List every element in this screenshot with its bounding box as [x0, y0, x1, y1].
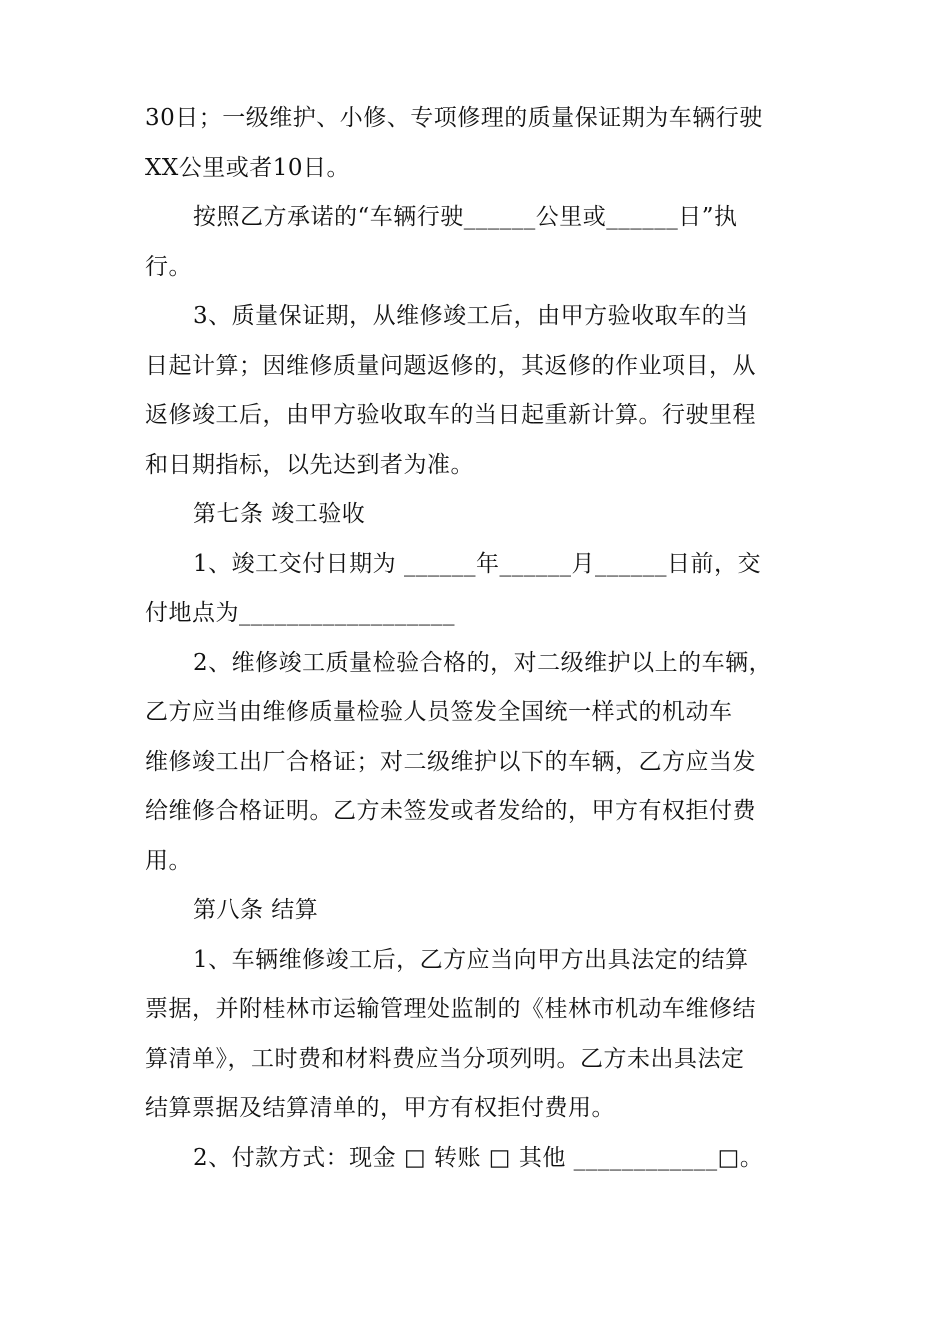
text-line-13: 乙方应当由维修质量检验人员签发全国统一样式的机动车	[145, 699, 733, 725]
text-line-20: 算清单》，工时费和材料费应当分项列明。乙方未出具法定	[145, 1045, 745, 1072]
text-line-18: 1、车辆维修竣工后，乙方应当向甲方出具法定的结算	[193, 946, 749, 973]
text-line-1: 30日；一级维护、小修、专项修理的质量保证期为车辆行驶	[145, 105, 763, 131]
text-line-12: 2、维修竣工质量检验合格的，对二级维护以上的车辆，	[193, 649, 773, 676]
text-line-10: 1、竣工交付日期为 ______年______月______日前，交	[193, 550, 761, 577]
payment-method-line: 2、付款方式：现金 □ 转账 □ 其他 ____________□。	[193, 1144, 764, 1171]
text-line-2: XX公里或者10日。	[145, 154, 351, 181]
text-line-19: 票据，并附桂林市运输管理处监制的《桂林市机动车维修结	[145, 996, 756, 1022]
document-body	[145, 94, 815, 1183]
text-line-4: 行。	[145, 253, 192, 280]
section-heading-8: 第八条 结算	[193, 897, 319, 923]
text-line-11: 付地点为__________________	[145, 600, 455, 626]
text-line-21: 结算票据及结算清单的，甲方有权拒付费用。	[145, 1095, 615, 1121]
text-line-14: 维修竣工出厂合格证；对二级维护以下的车辆，乙方应当发	[145, 748, 756, 775]
text-line-15: 给维修合格证明。乙方未签发或者发给的，甲方有权拒付费	[145, 798, 756, 824]
text-line-8: 和日期指标，以先达到者为准。	[145, 451, 474, 478]
text-line-3: 按照乙方承诺的“车辆行驶______公里或______日”执	[193, 204, 738, 230]
section-heading-7: 第七条 竣工验收	[193, 501, 366, 527]
text-line-5: 3、质量保证期，从维修竣工后，由甲方验收取车的当	[193, 303, 749, 329]
text-line-7: 返修竣工后，由甲方验收取车的当日起重新计算。行驶里程	[145, 402, 756, 428]
text-line-6: 日起计算；因维修质量问题返修的，其返修的作业项目，从	[145, 352, 756, 379]
text-line-16: 用。	[145, 847, 192, 874]
